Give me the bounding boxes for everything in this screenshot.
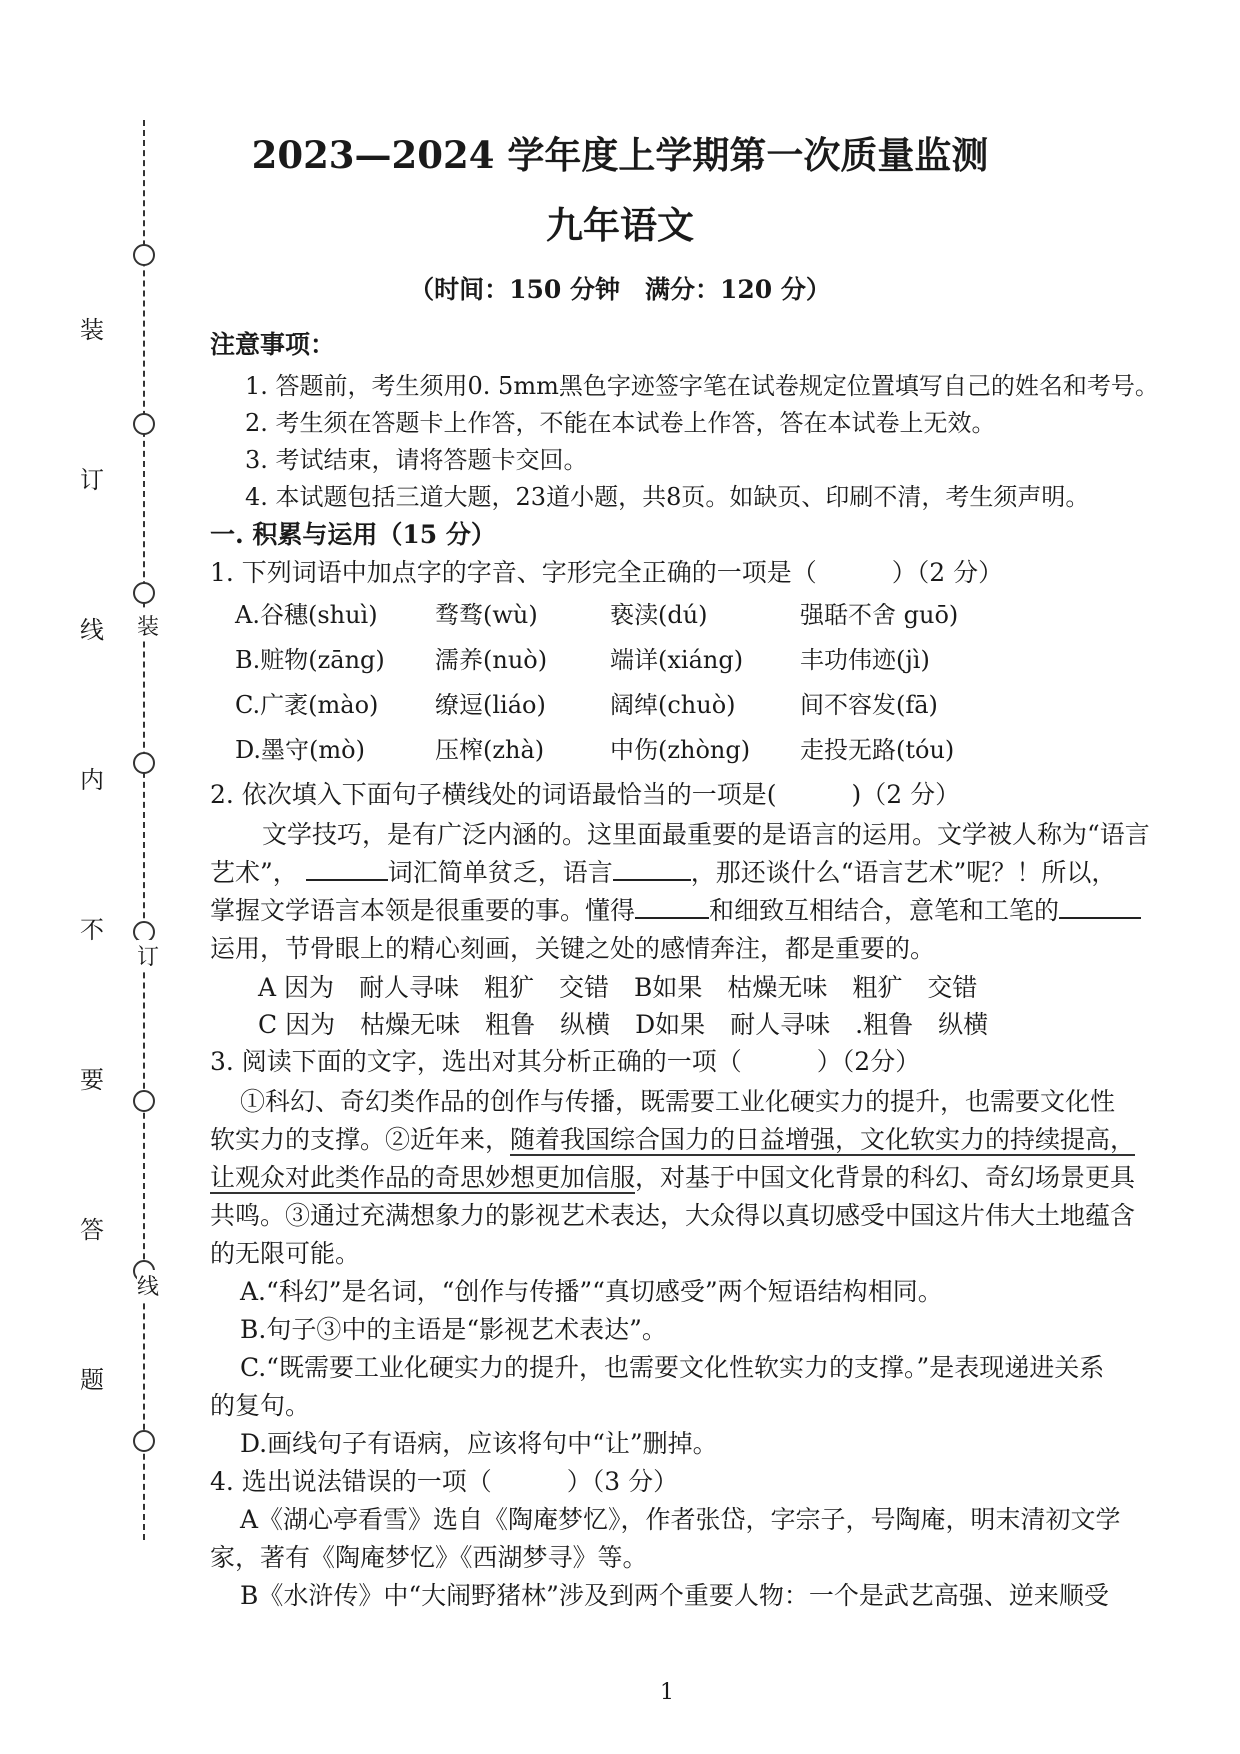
q1-option-cell: 中伤(zhòng)	[610, 736, 751, 764]
binding-hole-8	[133, 1430, 155, 1452]
q2-passage-line	[210, 891, 1141, 927]
q1-option-cell: 端详(xiáng)	[610, 646, 744, 674]
q1-option-cell: 丰功伟迹(jì)	[800, 646, 930, 674]
q2-blank-4[interactable]	[1059, 895, 1141, 919]
q3-option: D.画线句子有语病，应该将句中“让”删掉。	[240, 1429, 718, 1458]
q4-line: A《湖心亭看雪》选自《陶庵梦忆》，作者张岱，字宗子，号陶庵，明末清初文学	[240, 1505, 1121, 1534]
notice-item: 3. 考试结束，请将答题卡交回。	[245, 446, 588, 474]
binding-hole-4	[133, 752, 155, 774]
q3-option-cont: 的复句。	[210, 1391, 311, 1420]
q3-passage-line: 共鸣。③通过充满想象力的影视艺术表达，大众得以真切感受中国这片伟大土地蕴含	[210, 1201, 1136, 1230]
notice-item: 4. 本试题包括三道大题，23道小题，共8页。如缺页、印刷不清，考生须声明。	[245, 483, 1090, 511]
q2-text: 和细致互相结合，意笔和工笔的	[709, 896, 1060, 925]
q1-option-cell: 间不容发(fā)	[800, 691, 938, 719]
q1-option-cell: A.谷穗(shuì)	[235, 601, 378, 629]
q1-option-cell: D.墨守(mò)	[235, 736, 365, 764]
q3-text: ，对基于中国文化背景的科幻、奇幻场景更具	[635, 1163, 1136, 1192]
binding-inner-char: 线	[137, 1270, 159, 1301]
q2-text: ，那还谈什么“语言艺术”呢？！所以，	[690, 858, 1117, 887]
q1-option-cell: 濡养(nuò)	[435, 646, 548, 674]
question-4-stem: 4. 选出说法错误的一项（ ）（3 分）	[210, 1467, 679, 1496]
q2-option-row: C 因为 枯燥无味 粗鲁 纵横 D如果 耐人寻味 .粗鲁 纵横	[258, 1010, 989, 1039]
binding-hole-6	[133, 1090, 155, 1112]
q3-passage-line	[210, 1120, 1135, 1156]
q1-option-cell: 缭逗(liáo)	[435, 691, 546, 719]
binding-inner-char: 订	[137, 940, 159, 971]
binding-char: 装	[80, 316, 104, 344]
exam-time-info: （时间：150 分钟 满分：120 分）	[409, 275, 831, 304]
exam-subject: 九年语文	[546, 203, 694, 247]
binding-char: 答	[80, 1216, 104, 1244]
binding-char: 要	[80, 1066, 104, 1094]
binding-dashed-line	[143, 120, 145, 1540]
q4-line: 家，著有《陶庵梦忆》《西湖梦寻》等。	[210, 1543, 648, 1572]
q1-option-cell: 压榨(zhà)	[435, 736, 545, 764]
binding-hole-3	[133, 582, 155, 604]
q1-option-cell: B.赃物(zāng)	[235, 646, 385, 674]
q1-option-cell: C.广袤(mào)	[235, 691, 379, 719]
section-heading: 一. 积累与运用（15 分）	[210, 520, 496, 549]
q2-text: 艺术”，	[210, 858, 298, 887]
q2-blank-1[interactable]	[306, 857, 388, 881]
question-2-stem: 2. 依次填入下面句子横线处的词语最恰当的一项是( )（2 分）	[210, 780, 961, 809]
q2-blank-3[interactable]	[635, 895, 709, 919]
q2-passage-line: 文学技巧，是有广泛内涵的。这里面最重要的是语言的运用。文学被人称为“语言	[262, 820, 1150, 849]
q2-blank-2[interactable]	[613, 857, 691, 881]
q3-passage-line: ①科幻、奇幻类作品的创作与传播，既需要工业化硬实力的提升，也需要文化性	[240, 1087, 1116, 1116]
q1-option-cell: 阔绰(chuò)	[610, 691, 736, 719]
binding-char: 订	[80, 466, 104, 494]
binding-char: 线	[80, 616, 104, 644]
q4-line: B《水浒传》中“大闹野猪林”涉及到两个重要人物：一个是武艺高强、逆来顺受	[240, 1581, 1109, 1610]
q2-text: 掌握文学语言本领是很重要的事。懂得	[210, 896, 636, 925]
q1-option-cell: 强聒不舍 guō)	[800, 601, 959, 629]
q3-underlined-text: 随着我国综合国力的日益增强，文化软实力的持续提高，	[510, 1125, 1136, 1154]
binding-char: 内	[80, 766, 104, 794]
question-3-stem: 3. 阅读下面的文字，选出对其分析正确的一项（ ）（2分）	[210, 1047, 921, 1076]
q3-text: 软实力的支撑。②近年来，	[210, 1125, 511, 1154]
q1-option-cell: 走投无路(tóu)	[800, 736, 955, 764]
q3-passage-line	[210, 1158, 1135, 1194]
binding-hole-2	[133, 413, 155, 435]
page-number: 1	[660, 1680, 674, 1705]
notice-item: 2. 考生须在答题卡上作答，不能在本试卷上作答，答在本试卷上无效。	[245, 409, 996, 437]
binding-char: 题	[80, 1366, 104, 1394]
binding-char: 不	[80, 916, 104, 944]
notice-heading: 注意事项：	[210, 330, 336, 359]
q1-option-cell: 亵渎(dú)	[610, 601, 708, 629]
q1-option-cell: 骛骛(wù)	[435, 601, 538, 629]
q3-option: A.“科幻”是名词，“创作与传播”“真切感受”两个短语结构相同。	[240, 1277, 943, 1306]
q3-option: B.句子③中的主语是“影视艺术表达”。	[240, 1315, 667, 1344]
q3-underlined-text: 让观众对此类作品的奇思妙想更加信服	[210, 1163, 636, 1192]
q2-passage-line	[210, 853, 1116, 889]
q2-option-row: A 因为 耐人寻味 粗犷 交错 B如果 枯燥无味 粗犷 交错	[258, 973, 978, 1002]
exam-title: 2023—2024 学年度上学期第一次质量监测	[251, 133, 989, 177]
notice-item: 1. 答题前，考生须用0. 5mm黑色字迹签字笔在试卷规定位置填写自己的姓名和考号。	[245, 372, 1159, 400]
q2-passage-line: 运用，节骨眼上的精心刻画，关键之处的感情奔注，都是重要的。	[210, 934, 936, 963]
q3-passage-line: 的无限可能。	[210, 1239, 361, 1268]
q2-text: 词汇简单贫乏，语言	[387, 858, 613, 887]
binding-inner-char: 装	[137, 610, 159, 641]
question-1-stem: 1. 下列词语中加点字的字音、字形完全正确的一项是（ ）（2 分）	[210, 558, 1004, 587]
q3-option: C.“既需要工业化硬实力的提升，也需要文化性软实力的支撑。”是表现递进关系	[240, 1353, 1105, 1382]
